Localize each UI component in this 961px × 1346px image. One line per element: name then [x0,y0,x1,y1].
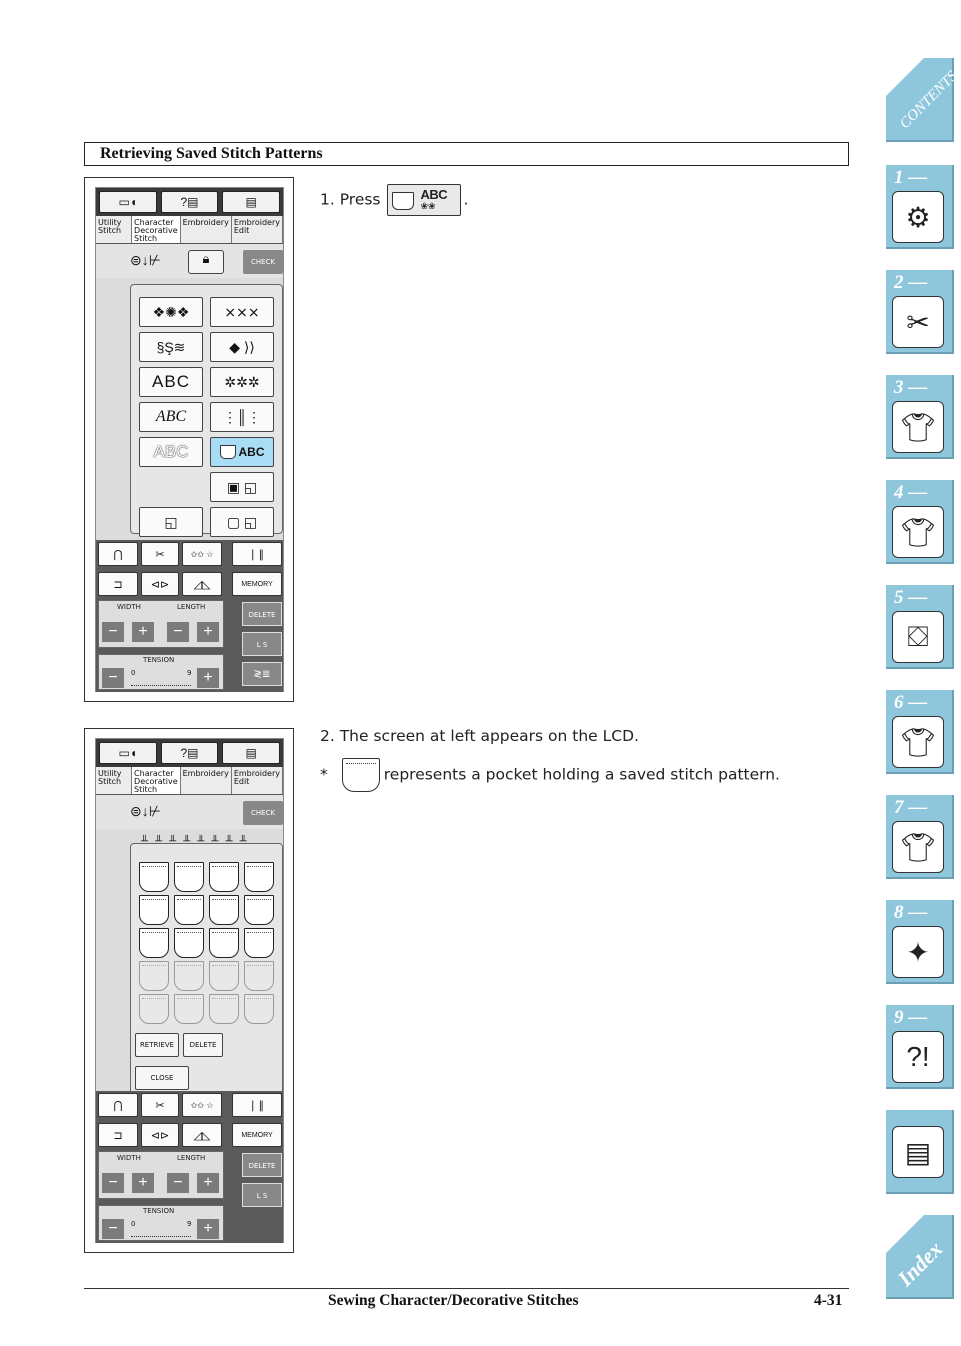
chapter-7-tab[interactable] [886,795,954,879]
ls-button[interactable]: L S [242,1183,282,1207]
close-button[interactable]: CLOSE [135,1066,189,1090]
chapter-9-label: 9 — [894,1007,928,1028]
saved-pocket[interactable] [244,928,274,958]
satin-stitch-icon: §Ş≋ [156,338,186,355]
width-length-box [98,1151,224,1199]
manual-icon-button[interactable]: ▤ [222,191,280,213]
footer-title: Sewing Character/Decorative Stitches [328,1292,579,1309]
flip-button[interactable] [182,572,222,596]
help-icon-button[interactable]: ?▤ [161,191,219,213]
saved-pocket[interactable] [139,928,169,958]
pocket-icon [392,192,414,210]
empty-pocket[interactable] [209,994,239,1024]
needle-icon: ∣ ∥ [249,1099,265,1112]
decorated-tshirt-icon: 👕︎ [892,506,944,558]
empty-pocket[interactable] [244,961,274,991]
tab-utility-stitch[interactable]: Utility Stitch [96,767,132,794]
check-button[interactable]: CHECK [243,801,283,825]
pocket-note [320,758,780,792]
saved-pocket[interactable] [139,895,169,925]
tension-label: TENSION [143,656,175,664]
check-button[interactable]: CHECK [243,250,283,274]
width-minus-button[interactable]: − [101,1172,125,1194]
width-plus-button[interactable]: + [131,621,155,643]
reverse-stitch-button[interactable] [98,1093,138,1117]
chapter-1-label: 1 — [894,167,928,188]
saved-pocket[interactable] [174,895,204,925]
contents-tab[interactable] [886,58,961,142]
saved-pattern-pocket-button[interactable] [210,437,274,467]
card-pattern-button[interactable] [139,507,203,537]
saved-pocket[interactable] [139,862,169,892]
cross-stitch-icon: ⨯⨯⨯ [224,303,260,320]
lcd-top-bar [96,739,283,767]
empty-pocket[interactable] [139,961,169,991]
pocket-abc-key [387,184,461,216]
tension-plus-button[interactable]: + [196,1218,220,1240]
reverse-icon: ⋂ [113,1099,123,1112]
length-plus-button[interactable]: + [196,621,220,643]
saved-pocket[interactable] [244,862,274,892]
step-1 [320,184,468,216]
decorative-icon: ❀❀ [420,202,436,212]
floppy-icon: ▣ ◱ [226,478,258,495]
tshirt-icon: 👕︎ [892,401,944,453]
figure-lcd-pocket-screen [84,728,294,1253]
empty-pocket[interactable] [174,994,204,1024]
straight-stitch-icon: ⋮║⋮ [223,408,261,425]
tension-max: 9 [187,1220,192,1228]
lcd-screen-pockets [95,738,284,1243]
section-title: Retrieving Saved Stitch Patterns [84,142,849,166]
saved-pocket[interactable] [209,895,239,925]
step-2: 2. The screen at left appears on the LCD. [320,727,639,745]
chapter-5-label: 5 — [894,587,928,608]
thread-spool-icon: ⊜↓⊬ [130,803,161,819]
lock-icon: 🔒︎ [202,251,210,266]
footer-rule [84,1288,849,1289]
machine-icon-button[interactable]: ▭◖ [99,742,157,764]
lcd-top-bar [96,188,283,216]
delete-pocket-button[interactable]: DELETE [183,1033,223,1057]
tab-character-decorative[interactable]: Character Decorative Stitch [132,767,181,794]
lcd-tabs [96,767,283,795]
sewing-machine-icon: ⚙ [892,191,944,243]
maintenance-icon: ✦ [892,926,944,978]
tab-embroidery[interactable]: Embroidery [181,767,232,794]
saved-pocket[interactable] [209,862,239,892]
block-letters-button[interactable]: ABC [139,367,203,397]
chapter-8-tab[interactable] [886,900,954,984]
saved-pocket[interactable] [209,928,239,958]
pocket-card-icon: ▢ ◱ [226,513,258,530]
mirror-image-button[interactable] [141,1123,179,1147]
chapter-5-tab[interactable] [886,585,954,669]
figure-lcd-pattern-selection [84,177,294,702]
memory-button[interactable] [232,572,282,596]
chapter-3-label: 3 — [894,377,928,398]
elongation-button[interactable] [98,1123,138,1147]
tension-min: 0 [131,669,136,677]
empty-pocket[interactable] [209,961,239,991]
heirloom-pattern-button[interactable] [210,332,274,362]
thread-cutter-button[interactable] [141,542,179,566]
memory-label: MEMORY [241,580,273,588]
key-abc-label: ABC [420,187,448,202]
length-plus-button[interactable]: + [196,1172,220,1194]
chapter-6-label: 6 — [894,692,928,713]
width-minus-button[interactable]: − [101,621,125,643]
tension-minus-button[interactable]: − [101,1218,125,1240]
ls-button[interactable]: L S [242,632,282,656]
machine-icon-button[interactable]: ▭◖ [99,191,157,213]
lock-button[interactable] [188,250,224,274]
elongation-button[interactable] [98,572,138,596]
tab-fold [886,58,924,96]
chapter-6-tab[interactable] [886,690,954,774]
lcd-screen [95,187,284,692]
memory-label: MEMORY [241,1131,273,1139]
width-label: WIDTH [117,1154,141,1162]
manual-icon-button[interactable]: ▤ [222,742,280,764]
step-1-prefix: 1. Press [320,190,381,209]
tab-embroidery-edit[interactable]: Embroidery Edit [232,767,283,794]
spacing-icon: ✩✩ ☆ [190,549,214,559]
index-tab[interactable] [886,1215,954,1299]
note-bullet: * [320,765,328,784]
reverse-stitch-button[interactable] [98,542,138,566]
tension-min: 0 [131,1220,136,1228]
width-label: WIDTH [117,603,141,611]
lcd-control-area [96,1091,283,1243]
thread-scissors-icon: ✂ [892,296,944,348]
tension-minus-button[interactable]: − [101,667,125,689]
pocket-hooks-row: ╨╨╨╨╨╨╨╨ [141,836,254,847]
width-plus-button[interactable]: + [131,1172,155,1194]
elongation-icon: ⊐ [113,578,123,591]
pattern-category-panel [130,284,283,534]
width-length-box [98,600,224,648]
edit-tshirt-icon: 👕︎ [892,821,944,873]
chapter-2-label: 2 — [894,272,928,293]
cross-stitch-pattern-button[interactable] [210,297,274,327]
chapter-9-tab[interactable] [886,1005,954,1089]
chapter-4-tab[interactable] [886,480,954,564]
mirror-icon: ⊲⊳ [150,1129,170,1142]
pages-tab[interactable] [886,1110,954,1194]
delete-button[interactable]: DELETE [242,1153,282,1177]
length-minus-button[interactable]: − [166,1172,190,1194]
tab-utility-stitch[interactable]: Utility Stitch [96,216,132,243]
decorative-pattern-button[interactable] [139,297,203,327]
tab-embroidery-edit[interactable]: Embroidery Edit [232,216,283,243]
density-icon: ≷≣ [253,669,271,680]
embroidered-tshirt-icon: 👕︎ [892,716,944,768]
step-1-suffix: . [463,190,469,209]
chapter-2-tab[interactable] [886,270,954,354]
tension-box [98,654,224,690]
pocket-panel [130,836,283,1095]
empty-pocket[interactable] [244,994,274,1024]
tension-box [98,1205,224,1241]
lcd-status-row [96,244,283,278]
help-icon-button[interactable]: ?▤ [161,742,219,764]
mirror-image-button[interactable] [141,572,179,596]
lcd-status-row [96,795,283,829]
satin-pattern-button[interactable] [139,332,203,362]
empty-pocket[interactable] [139,994,169,1024]
tab-character-decorative[interactable]: Character Decorative Stitch [132,216,181,243]
flip-icon: ◿◺ [193,1129,211,1142]
pattern-spacing-button[interactable] [182,542,222,566]
length-label: LENGTH [177,1154,206,1162]
card-icon: ◱ [164,513,178,530]
lcd-control-area [96,540,283,692]
tension-scale-ruler [131,1233,191,1237]
needle-mode-button[interactable] [232,1093,282,1117]
delete-button[interactable]: DELETE [242,602,282,626]
empty-pocket[interactable] [174,961,204,991]
saved-pocket[interactable] [174,862,204,892]
script-letters-button[interactable]: ABC [139,402,203,432]
flip-button[interactable] [182,1123,222,1147]
needle-icon: ∣ ∥ [249,548,265,561]
tension-max: 9 [187,669,192,677]
pictograph-pattern-button[interactable] [210,367,274,397]
reverse-icon: ⋂ [113,548,123,561]
scissors-icon: ✂ [155,1099,165,1112]
length-label: LENGTH [177,603,206,611]
index-label: Index [892,1236,948,1292]
embroidery-frame-icon: ⛋ [892,611,944,663]
contents-label: CONTENTS [896,68,961,133]
tab-embroidery[interactable]: Embroidery [181,216,232,243]
chapter-7-label: 7 — [894,797,928,818]
mirror-icon: ⊲⊳ [150,578,170,591]
troubleshooting-icon: ?! [892,1031,944,1083]
pages-icon: ▤ [892,1126,944,1178]
chapter-8-label: 8 — [894,902,928,923]
outline-letters-button[interactable]: ABC [139,437,203,467]
note-text: represents a pocket holding a saved stitch pattern. [383,765,780,784]
abc-label: ABC [238,445,265,459]
spacing-icon: ✩✩ ☆ [190,1100,214,1110]
heirloom-stitch-icon: ◆ ⟩⟩ [229,338,255,355]
memory-button[interactable] [232,1123,282,1147]
thread-cutter-button[interactable] [141,1093,179,1117]
scissors-icon: ✂ [155,548,165,561]
save-to-card-button[interactable] [210,472,274,502]
pictograph-icon: ✲✲✲ [224,373,260,390]
lcd-tabs [96,216,283,244]
decorative-stitch-icon: ❖✺❖ [152,303,190,320]
tension-label: TENSION [143,1207,175,1215]
tension-scale-ruler [131,682,191,686]
pocket-icon [342,758,380,792]
utility-decorative-button[interactable] [210,402,274,432]
elongation-icon: ⊐ [113,1129,123,1142]
retrieve-button[interactable]: RETRIEVE [135,1033,179,1057]
saved-pocket[interactable] [244,895,274,925]
page-number: 4-31 [814,1292,843,1309]
thread-spool-icon: ⊜↓⊬ [130,252,161,268]
saved-pocket[interactable] [174,928,204,958]
flip-icon: ◿◺ [193,578,211,591]
pocket-card-button[interactable] [210,507,274,537]
chapter-4-label: 4 — [894,482,928,503]
pocket-icon [220,445,236,459]
density-button[interactable] [242,662,282,686]
pattern-spacing-button[interactable] [182,1093,222,1117]
chapter-3-tab[interactable] [886,375,954,459]
needle-mode-button[interactable] [232,542,282,566]
chapter-1-tab[interactable] [886,165,954,249]
length-minus-button[interactable]: − [166,621,190,643]
tension-plus-button[interactable]: + [196,667,220,689]
